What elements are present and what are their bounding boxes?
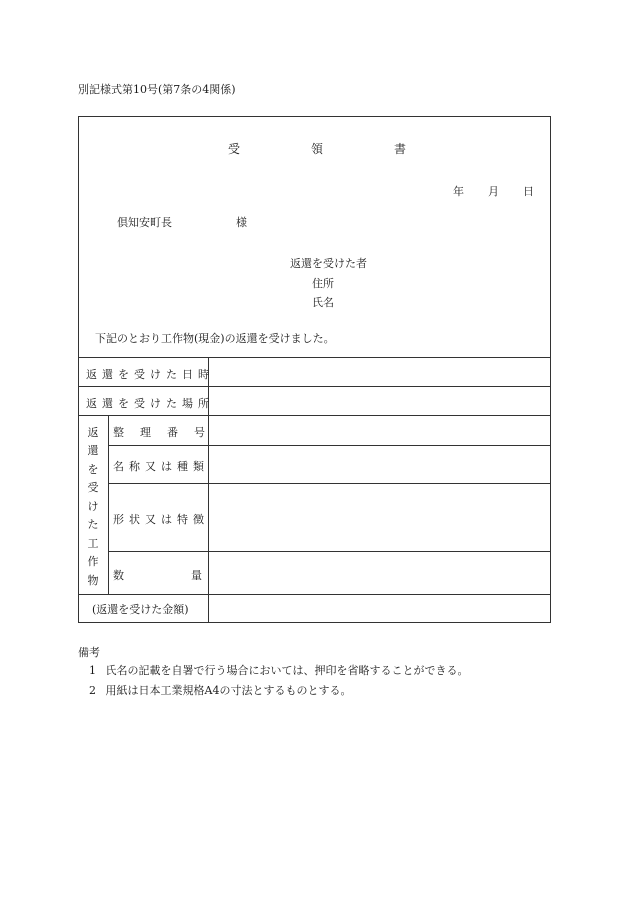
table-line <box>108 483 551 484</box>
remark-text: 用紙は日本工業規格A4の寸法とするものとする。 <box>105 684 352 697</box>
recipient-label: 返還を受けた者 <box>290 257 367 270</box>
table-line <box>108 415 109 594</box>
date-day: 日 <box>523 185 534 198</box>
vertical-char: 受 <box>87 481 99 494</box>
number-label-char: 番 <box>167 426 178 439</box>
row-label-date: 返還を受けた日時 <box>86 368 214 381</box>
row-label-quantity-left: 数 <box>113 569 124 582</box>
remark-item <box>89 662 469 678</box>
remark-number: 2 <box>89 684 96 697</box>
table-line <box>78 386 551 387</box>
recipient-address-label: 住所 <box>312 277 334 290</box>
honorific: 様 <box>236 216 247 229</box>
title-char: 書 <box>394 142 407 156</box>
table-line <box>78 357 551 358</box>
row-label-amount: (返還を受けた金額) <box>92 603 189 616</box>
number-label-char: 号 <box>194 426 205 439</box>
addressee: 倶知安町長 <box>117 216 172 229</box>
row-label-place: 返還を受けた場所 <box>86 397 214 410</box>
vertical-char: 物 <box>87 574 99 587</box>
row-label-shape: 形状又は特徴 <box>113 513 209 526</box>
number-label-char: 理 <box>140 426 151 439</box>
vertical-char: 作 <box>87 555 99 568</box>
remarks-title: 備考 <box>78 646 100 659</box>
remark-text: 氏名の記載を自署で行う場合においては、押印を省略することができる。 <box>105 664 469 677</box>
remark-number: 1 <box>89 664 96 677</box>
vertical-char: た <box>87 518 99 531</box>
table-line <box>78 594 551 595</box>
vertical-char: 還 <box>87 444 99 457</box>
table-line <box>108 445 551 446</box>
statement: 下記のとおり工作物(現金)の返還を受けました。 <box>95 332 335 345</box>
table-line <box>108 551 551 552</box>
date-month: 月 <box>488 185 499 198</box>
row-label-name-type: 名称又は種類 <box>113 460 209 473</box>
remark-item <box>89 682 351 698</box>
vertical-char: 工 <box>87 537 99 550</box>
document-title <box>0 140 630 154</box>
form-number: 別記様式第10号(第7条の4関係) <box>78 83 236 96</box>
vertical-char: を <box>87 463 99 476</box>
date-year: 年 <box>453 185 464 198</box>
title-char: 領 <box>311 142 324 156</box>
vertical-char: け <box>87 500 99 513</box>
recipient-name-label: 氏名 <box>312 296 334 309</box>
row-label-quantity-right: 量 <box>191 569 202 582</box>
title-char: 受 <box>228 142 241 156</box>
number-label-char: 整 <box>113 426 124 439</box>
vertical-char: 返 <box>87 426 99 439</box>
table-line <box>78 415 551 416</box>
